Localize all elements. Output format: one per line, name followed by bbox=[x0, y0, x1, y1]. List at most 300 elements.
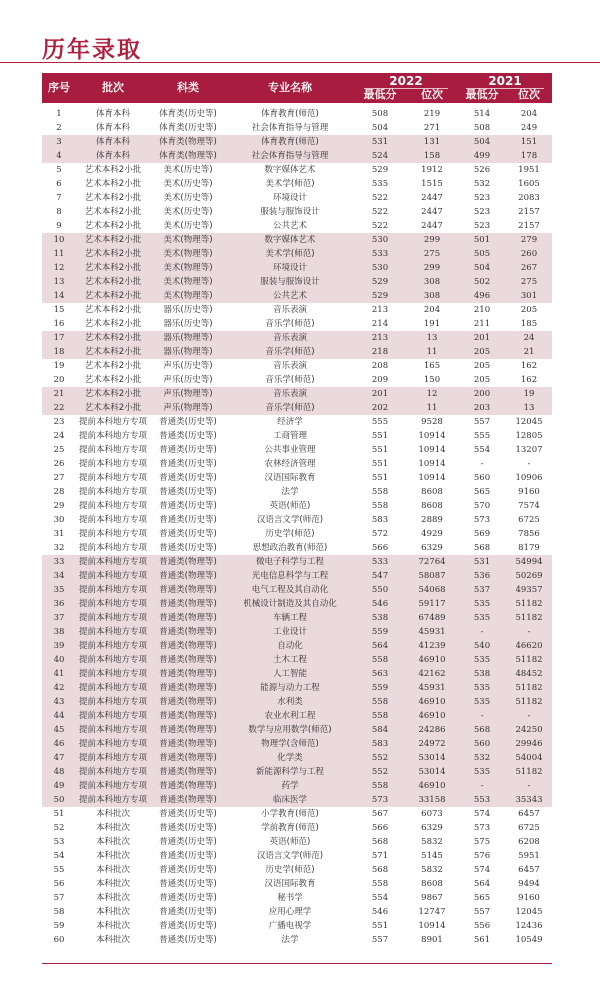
cell-category: 美术(历史等) bbox=[163, 165, 213, 175]
cell-2022-min-score: 583 bbox=[371, 739, 389, 749]
cell-2022-rank: 12747 bbox=[418, 907, 446, 917]
cell-2022-rank: 24286 bbox=[418, 725, 446, 735]
cell-2022-min-score: 504 bbox=[371, 123, 389, 133]
cell-major: 工业设计 bbox=[272, 627, 307, 637]
cell-2022-min-score: 558 bbox=[371, 501, 389, 511]
cell-category: 普通类(历史等) bbox=[159, 501, 217, 511]
cell-2022-min-score: 568 bbox=[371, 865, 389, 875]
cell-2021-rank: 267 bbox=[520, 263, 538, 273]
cell-2022-rank: 54068 bbox=[418, 585, 446, 595]
cell-2022-min-score: 550 bbox=[371, 585, 389, 595]
cell-2021-min-score: 560 bbox=[473, 473, 491, 483]
table-row bbox=[42, 807, 552, 821]
cell-2021-rank: 7856 bbox=[518, 529, 540, 539]
cell-batch: 艺术本科2小批 bbox=[84, 235, 142, 245]
cell-major: 电气工程及其自动化 bbox=[251, 585, 329, 595]
cell-2022-rank: 45931 bbox=[418, 627, 446, 637]
cell-batch: 提前本科地方专项 bbox=[78, 767, 147, 777]
cell-category: 普通类(物理等) bbox=[159, 585, 217, 595]
cell-2021-min-score: 575 bbox=[473, 837, 491, 847]
cell-2022-min-score: 508 bbox=[371, 109, 389, 119]
cell-seq: 58 bbox=[53, 907, 65, 917]
cell-2021-min-score: - bbox=[480, 711, 484, 721]
cell-2022-rank: 72764 bbox=[418, 557, 446, 567]
cell-2022-min-score: 568 bbox=[371, 837, 389, 847]
cell-major: 历史学(师范) bbox=[265, 865, 315, 875]
cell-seq: 51 bbox=[53, 809, 65, 819]
cell-2022-rank: 9528 bbox=[421, 417, 443, 427]
cell-major: 音乐表演 bbox=[272, 361, 307, 371]
cell-category: 普通类(物理等) bbox=[159, 557, 217, 567]
cell-2022-rank: 2889 bbox=[421, 515, 443, 525]
cell-category: 体育类(历史等) bbox=[159, 109, 217, 119]
cell-major: 汉语国际教育 bbox=[264, 879, 316, 889]
table-row bbox=[42, 555, 552, 569]
cell-2022-rank: 46910 bbox=[418, 711, 446, 721]
cell-2022-rank: 41239 bbox=[418, 641, 446, 651]
cell-2022-rank: 58087 bbox=[418, 571, 446, 581]
cell-2021-min-score: - bbox=[480, 781, 484, 791]
cell-2021-rank: 162 bbox=[520, 375, 538, 385]
cell-major: 应用心理学 bbox=[268, 907, 312, 917]
cell-batch: 本科批次 bbox=[95, 907, 130, 917]
table-row bbox=[42, 681, 552, 695]
cell-seq: 9 bbox=[56, 221, 62, 231]
cell-2021-rank: 9160 bbox=[518, 893, 540, 903]
table-row bbox=[42, 723, 552, 737]
cell-2022-min-score: 529 bbox=[371, 165, 389, 175]
cell-2022-min-score: 546 bbox=[371, 599, 389, 609]
cell-2021-min-score: 554 bbox=[473, 445, 491, 455]
cell-seq: 21 bbox=[53, 389, 65, 399]
cell-seq: 53 bbox=[53, 837, 65, 847]
cell-major: 汉语国际教育 bbox=[264, 473, 316, 483]
cell-2021-min-score: 504 bbox=[473, 263, 491, 273]
cell-2022-rank: 67489 bbox=[418, 613, 446, 623]
cell-seq: 22 bbox=[53, 403, 65, 413]
cell-batch: 艺术本科2小批 bbox=[84, 361, 142, 371]
cell-category: 体育类(物理等) bbox=[159, 137, 217, 147]
cell-2022-min-score: 551 bbox=[371, 459, 389, 469]
cell-category: 声乐(历史等) bbox=[163, 375, 213, 385]
cell-batch: 提前本科地方专项 bbox=[78, 753, 147, 763]
cell-2021-rank: 6208 bbox=[518, 837, 540, 847]
cell-2021-rank: 6457 bbox=[518, 809, 540, 819]
cell-category: 普通类(历史等) bbox=[159, 851, 217, 861]
cell-2022-min-score: 555 bbox=[371, 417, 389, 427]
table-row bbox=[42, 513, 552, 527]
cell-batch: 提前本科地方专项 bbox=[78, 711, 147, 721]
cell-2022-min-score: 567 bbox=[371, 809, 389, 819]
table-row bbox=[42, 639, 552, 653]
table-row bbox=[42, 177, 552, 191]
cell-category: 体育类(历史等) bbox=[159, 123, 217, 133]
cell-2021-rank: 12805 bbox=[515, 431, 543, 441]
cell-major: 公共事业管理 bbox=[264, 445, 316, 455]
cell-major: 数字媒体艺术 bbox=[264, 235, 316, 245]
cell-2022-rank: 191 bbox=[423, 319, 441, 329]
cell-seq: 2 bbox=[56, 123, 62, 133]
cell-2022-min-score: 535 bbox=[371, 179, 389, 189]
page-title: 历年录取 bbox=[42, 37, 142, 63]
table-row bbox=[42, 261, 552, 275]
cell-2022-rank: 5832 bbox=[421, 865, 443, 875]
cell-2022-rank: 12 bbox=[426, 389, 438, 399]
cell-batch: 提前本科地方专项 bbox=[78, 501, 147, 511]
cell-2022-min-score: 558 bbox=[371, 697, 389, 707]
cell-2022-rank: 165 bbox=[423, 361, 441, 371]
table-header bbox=[42, 73, 552, 103]
table-row bbox=[42, 793, 552, 807]
cell-batch: 提前本科地方专项 bbox=[78, 571, 147, 581]
cell-2021-rank: 185 bbox=[520, 319, 538, 329]
cell-2021-rank: 50269 bbox=[515, 571, 543, 581]
cell-batch: 本科批次 bbox=[95, 935, 130, 945]
cell-seq: 47 bbox=[53, 753, 65, 763]
cell-batch: 提前本科地方专项 bbox=[78, 725, 147, 735]
cell-seq: 50 bbox=[53, 795, 65, 805]
cell-2021-rank: 51182 bbox=[515, 683, 543, 693]
cell-2021-min-score: 535 bbox=[473, 697, 491, 707]
cell-major: 公共艺术 bbox=[272, 221, 307, 231]
cell-2021-min-score: 569 bbox=[473, 529, 491, 539]
cell-category: 普通类(历史等) bbox=[159, 837, 217, 847]
cell-2021-rank: 249 bbox=[520, 123, 538, 133]
cell-2022-rank: 6329 bbox=[421, 543, 443, 553]
cell-category: 美术(历史等) bbox=[163, 207, 213, 217]
cell-2022-rank: 10914 bbox=[418, 445, 446, 455]
cell-category: 普通类(历史等) bbox=[159, 879, 217, 889]
cell-2021-rank: 1605 bbox=[518, 179, 540, 189]
cell-2022-min-score: 563 bbox=[371, 669, 389, 679]
cell-2021-min-score: 502 bbox=[473, 277, 491, 287]
table-row bbox=[42, 289, 552, 303]
cell-category: 普通类(历史等) bbox=[159, 529, 217, 539]
cell-major: 英语(师范) bbox=[269, 501, 311, 511]
cell-seq: 13 bbox=[53, 277, 65, 287]
table-row bbox=[42, 919, 552, 933]
table-row bbox=[42, 933, 552, 947]
cell-major: 临床医学 bbox=[272, 795, 307, 805]
cell-major: 农林经济管理 bbox=[264, 459, 316, 469]
cell-2021-min-score: 526 bbox=[473, 165, 491, 175]
cell-batch: 提前本科地方专项 bbox=[78, 487, 147, 497]
cell-2021-min-score: 496 bbox=[473, 291, 491, 301]
cell-category: 普通类(历史等) bbox=[159, 459, 217, 469]
table-row bbox=[42, 695, 552, 709]
cell-2021-min-score: 210 bbox=[473, 305, 491, 315]
cell-2022-min-score: 558 bbox=[371, 487, 389, 497]
cell-2021-rank: 1951 bbox=[518, 165, 540, 175]
cell-2021-min-score: 532 bbox=[473, 753, 491, 763]
cell-2021-rank: 151 bbox=[520, 137, 538, 147]
cell-category: 器乐(物理等) bbox=[163, 347, 213, 357]
cell-2021-rank: 10906 bbox=[515, 473, 543, 483]
header-year-2021: 2021 bbox=[488, 74, 522, 88]
cell-2021-rank: 6725 bbox=[518, 823, 540, 833]
cell-batch: 提前本科地方专项 bbox=[78, 655, 147, 665]
cell-batch: 提前本科地方专项 bbox=[78, 459, 147, 469]
cell-2021-rank: 12045 bbox=[515, 907, 543, 917]
cell-major: 公共艺术 bbox=[272, 291, 307, 301]
cell-2022-rank: 308 bbox=[423, 277, 441, 287]
cell-batch: 艺术本科2小批 bbox=[84, 193, 142, 203]
table-row bbox=[42, 499, 552, 513]
cell-2022-min-score: 530 bbox=[371, 263, 389, 273]
cell-2022-min-score: 546 bbox=[371, 907, 389, 917]
cell-2021-min-score: 560 bbox=[473, 739, 491, 749]
cell-batch: 提前本科地方专项 bbox=[78, 445, 147, 455]
cell-2022-rank: 33158 bbox=[418, 795, 446, 805]
cell-2022-min-score: 558 bbox=[371, 781, 389, 791]
cell-2021-rank: 54004 bbox=[515, 753, 543, 763]
cell-2021-min-score: 200 bbox=[473, 389, 491, 399]
cell-2022-rank: 158 bbox=[423, 151, 441, 161]
cell-category: 美术(历史等) bbox=[163, 221, 213, 231]
cell-major: 音乐学(师范) bbox=[265, 347, 315, 357]
cell-seq: 24 bbox=[53, 431, 65, 441]
cell-2021-rank: 19 bbox=[523, 389, 535, 399]
cell-2022-min-score: 214 bbox=[371, 319, 389, 329]
cell-batch: 艺术本科2小批 bbox=[84, 347, 142, 357]
cell-2021-rank: 275 bbox=[520, 277, 538, 287]
cell-seq: 31 bbox=[53, 529, 65, 539]
cell-major: 音乐学(师范) bbox=[265, 319, 315, 329]
cell-2022-rank: 8608 bbox=[421, 487, 443, 497]
cell-batch: 提前本科地方专项 bbox=[78, 473, 147, 483]
cell-category: 普通类(历史等) bbox=[159, 809, 217, 819]
cell-2022-rank: 6073 bbox=[421, 809, 443, 819]
cell-seq: 20 bbox=[53, 375, 65, 385]
cell-major: 环境设计 bbox=[272, 263, 307, 273]
cell-batch: 体育本科 bbox=[95, 151, 130, 161]
cell-major: 经济学 bbox=[277, 417, 303, 427]
table-row bbox=[42, 457, 552, 471]
cell-major: 学前教育(师范) bbox=[261, 823, 319, 833]
cell-2022-rank: 10914 bbox=[418, 459, 446, 469]
cell-seq: 37 bbox=[53, 613, 65, 623]
cell-major: 数学与应用数学(师范) bbox=[248, 725, 332, 735]
cell-2021-min-score: - bbox=[480, 459, 484, 469]
cell-2022-rank: 42162 bbox=[418, 669, 446, 679]
cell-category: 声乐(物理等) bbox=[163, 403, 213, 413]
cell-2021-rank: 13 bbox=[523, 403, 535, 413]
cell-2021-rank: 12436 bbox=[515, 921, 543, 931]
cell-major: 自动化 bbox=[277, 641, 303, 651]
cell-2022-min-score: 583 bbox=[371, 515, 389, 525]
cell-2022-min-score: 573 bbox=[371, 795, 389, 805]
table-row bbox=[42, 611, 552, 625]
cell-2021-rank: 2157 bbox=[518, 221, 540, 231]
cell-seq: 46 bbox=[53, 739, 65, 749]
cell-2021-min-score: 536 bbox=[473, 571, 491, 581]
cell-major: 音乐表演 bbox=[272, 389, 307, 399]
cell-2022-min-score: 524 bbox=[371, 151, 389, 161]
cell-2022-min-score: 202 bbox=[371, 403, 389, 413]
cell-2022-min-score: 547 bbox=[371, 571, 389, 581]
cell-2022-min-score: 559 bbox=[371, 683, 389, 693]
cell-major: 环境设计 bbox=[272, 193, 307, 203]
cell-major: 微电子科学与工程 bbox=[255, 557, 324, 567]
cell-2021-rank: 2157 bbox=[518, 207, 540, 217]
cell-2022-rank: 2447 bbox=[421, 221, 443, 231]
cell-category: 普通类(历史等) bbox=[159, 921, 217, 931]
cell-2021-min-score: 561 bbox=[473, 935, 491, 945]
cell-2022-rank: 53014 bbox=[418, 767, 446, 777]
cell-2022-min-score: 552 bbox=[371, 753, 389, 763]
cell-2022-rank: 9867 bbox=[421, 893, 443, 903]
cell-2022-rank: 8901 bbox=[421, 935, 443, 945]
cell-batch: 本科批次 bbox=[95, 809, 130, 819]
cell-batch: 提前本科地方专项 bbox=[78, 795, 147, 805]
cell-seq: 10 bbox=[53, 235, 65, 245]
cell-2021-min-score: 568 bbox=[473, 543, 491, 553]
cell-2021-rank: 51182 bbox=[515, 613, 543, 623]
cell-batch: 艺术本科2小批 bbox=[84, 291, 142, 301]
cell-seq: 6 bbox=[56, 179, 62, 189]
cell-major: 汉语言文学(师范) bbox=[256, 515, 324, 525]
cell-seq: 32 bbox=[53, 543, 65, 553]
cell-category: 普通类(物理等) bbox=[159, 753, 217, 763]
cell-2021-rank: 204 bbox=[520, 109, 538, 119]
cell-batch: 提前本科地方专项 bbox=[78, 585, 147, 595]
cell-category: 普通类(物理等) bbox=[159, 767, 217, 777]
cell-category: 美术(物理等) bbox=[163, 235, 213, 245]
table-row bbox=[42, 247, 552, 261]
cell-seq: 23 bbox=[53, 417, 65, 427]
cell-2021-rank: 9494 bbox=[518, 879, 540, 889]
admission-table bbox=[42, 107, 552, 947]
cell-category: 普通类(物理等) bbox=[159, 739, 217, 749]
cell-2021-min-score: 501 bbox=[473, 235, 491, 245]
cell-category: 普通类(历史等) bbox=[159, 907, 217, 917]
cell-major: 小学教育(师范) bbox=[261, 809, 319, 819]
cell-2021-min-score: 570 bbox=[473, 501, 491, 511]
cell-2022-min-score: 538 bbox=[371, 613, 389, 623]
cell-2022-min-score: 208 bbox=[371, 361, 389, 371]
cell-2022-min-score: 551 bbox=[371, 473, 389, 483]
cell-2022-min-score: 566 bbox=[371, 543, 389, 553]
cell-2021-rank: 13207 bbox=[515, 445, 543, 455]
cell-seq: 40 bbox=[53, 655, 65, 665]
cell-2022-rank: 1515 bbox=[421, 179, 443, 189]
cell-seq: 27 bbox=[53, 473, 65, 483]
cell-seq: 35 bbox=[53, 585, 65, 595]
cell-major: 人工智能 bbox=[272, 669, 307, 679]
cell-2021-min-score: 565 bbox=[473, 487, 491, 497]
cell-batch: 艺术本科2小批 bbox=[84, 221, 142, 231]
cell-2021-min-score: 201 bbox=[473, 333, 491, 343]
cell-category: 普通类(历史等) bbox=[159, 417, 217, 427]
cell-2022-rank: 59117 bbox=[418, 599, 446, 609]
cell-2021-rank: 51182 bbox=[515, 599, 543, 609]
cell-seq: 42 bbox=[53, 683, 65, 693]
table-row bbox=[42, 653, 552, 667]
cell-major: 历史学(师范) bbox=[265, 529, 315, 539]
cell-2021-min-score: 523 bbox=[473, 207, 491, 217]
table-row bbox=[42, 625, 552, 639]
cell-batch: 提前本科地方专项 bbox=[78, 515, 147, 525]
cell-2022-rank: 46910 bbox=[418, 781, 446, 791]
cell-seq: 43 bbox=[53, 697, 65, 707]
cell-category: 普通类(历史等) bbox=[159, 473, 217, 483]
cell-2022-min-score: 213 bbox=[371, 305, 389, 315]
cell-seq: 7 bbox=[56, 193, 62, 203]
footer-divider bbox=[42, 963, 552, 964]
cell-2022-rank: 5832 bbox=[421, 837, 443, 847]
cell-seq: 39 bbox=[53, 641, 65, 651]
table-row bbox=[42, 401, 552, 415]
table-row bbox=[42, 877, 552, 891]
cell-2021-min-score: 535 bbox=[473, 599, 491, 609]
cell-seq: 16 bbox=[53, 319, 65, 329]
cell-2021-rank: 205 bbox=[520, 305, 538, 315]
cell-2022-min-score: 551 bbox=[371, 431, 389, 441]
cell-2022-rank: 131 bbox=[423, 137, 441, 147]
cell-major: 化学类 bbox=[277, 753, 303, 763]
cell-2021-min-score: 573 bbox=[473, 515, 491, 525]
cell-2022-min-score: 552 bbox=[371, 767, 389, 777]
cell-seq: 15 bbox=[53, 305, 65, 315]
header-year-2022: 2022 bbox=[389, 74, 423, 88]
cell-2021-rank: 10549 bbox=[515, 935, 543, 945]
table-row bbox=[42, 667, 552, 681]
cell-2021-min-score: 523 bbox=[473, 221, 491, 231]
cell-batch: 提前本科地方专项 bbox=[78, 599, 147, 609]
cell-category: 普通类(物理等) bbox=[159, 599, 217, 609]
cell-2021-min-score: 531 bbox=[473, 557, 491, 567]
table-row bbox=[42, 303, 552, 317]
cell-2021-rank: 24250 bbox=[515, 725, 543, 735]
cell-major: 社会体育指导与管理 bbox=[251, 123, 329, 133]
cell-major: 美术学(师范) bbox=[265, 249, 315, 259]
cell-category: 普通类(物理等) bbox=[159, 711, 217, 721]
cell-batch: 本科批次 bbox=[95, 823, 130, 833]
cell-2021-min-score: 203 bbox=[473, 403, 491, 413]
header-category: 科类 bbox=[177, 81, 199, 94]
cell-seq: 49 bbox=[53, 781, 65, 791]
cell-2022-min-score: 554 bbox=[371, 893, 389, 903]
cell-batch: 本科批次 bbox=[95, 851, 130, 861]
cell-2022-min-score: 529 bbox=[371, 277, 389, 287]
table-row bbox=[42, 751, 552, 765]
cell-category: 普通类(物理等) bbox=[159, 725, 217, 735]
cell-2022-rank: 275 bbox=[423, 249, 441, 259]
cell-2022-rank: 2447 bbox=[421, 193, 443, 203]
cell-seq: 48 bbox=[53, 767, 65, 777]
cell-2021-min-score: 568 bbox=[473, 725, 491, 735]
cell-category: 普通类(物理等) bbox=[159, 655, 217, 665]
cell-2021-min-score: 565 bbox=[473, 893, 491, 903]
cell-batch: 体育本科 bbox=[95, 137, 130, 147]
cell-category: 美术(历史等) bbox=[163, 179, 213, 189]
cell-category: 美术(物理等) bbox=[163, 291, 213, 301]
cell-2021-min-score: 537 bbox=[473, 585, 491, 595]
cell-category: 美术(物理等) bbox=[163, 263, 213, 273]
cell-2022-rank: 13 bbox=[426, 333, 438, 343]
cell-2022-rank: 8608 bbox=[421, 879, 443, 889]
cell-seq: 34 bbox=[53, 571, 65, 581]
cell-2022-rank: 204 bbox=[423, 305, 441, 315]
cell-batch: 艺术本科2小批 bbox=[84, 179, 142, 189]
cell-major: 汉语言文学(师范) bbox=[256, 851, 324, 861]
cell-seq: 19 bbox=[53, 361, 65, 371]
cell-batch: 艺术本科2小批 bbox=[84, 333, 142, 343]
cell-major: 车辆工程 bbox=[272, 613, 307, 623]
cell-2022-rank: 11 bbox=[426, 403, 438, 413]
cell-2022-rank: 219 bbox=[423, 109, 441, 119]
table-row bbox=[42, 191, 552, 205]
